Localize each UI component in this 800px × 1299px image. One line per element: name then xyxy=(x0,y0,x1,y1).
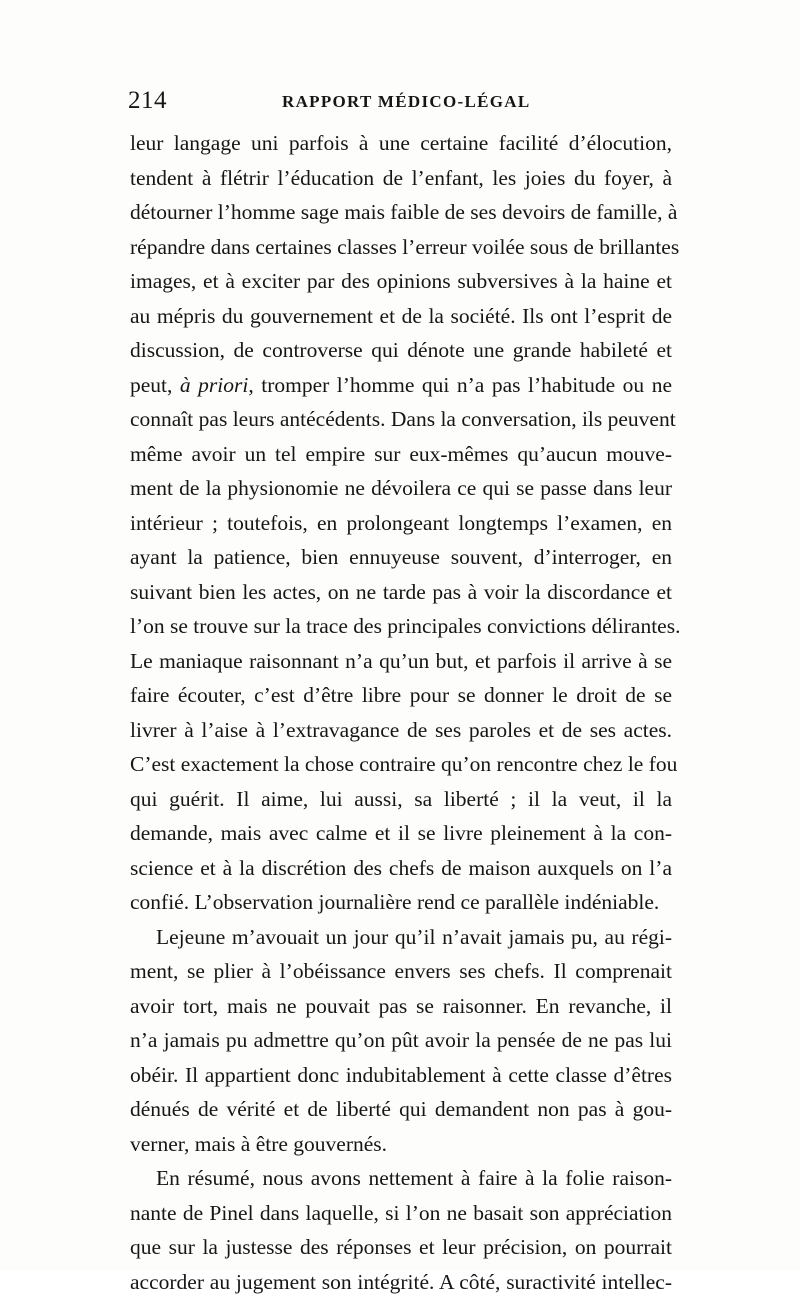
text-line: leur langage uni parfois à une certaine facilité d’élocution, xyxy=(130,126,672,161)
paragraph-3 xyxy=(130,1161,672,1299)
text-line: au mépris du gouvernement et de la société. Ils ont l’esprit de xyxy=(130,299,672,334)
text-line: faire écouter, c’est d’être libre pour se donner le droit de se xyxy=(130,678,672,713)
page-number: 214 xyxy=(128,86,167,116)
text-line: Le maniaque raisonnant n’a qu’un but, et parfois il arrive à se xyxy=(130,644,672,679)
text-line: verner, mais à être gouvernés. xyxy=(130,1127,672,1162)
text-line: répandre dans certaines classes l’erreur voilée sous de brillantes xyxy=(130,230,672,265)
text-line: qui guérit. Il aime, lui aussi, sa liberté ; il la veut, il la xyxy=(130,782,672,817)
text-line: demande, mais avec calme et il se livre pleinement à la con- xyxy=(130,816,672,851)
body-text xyxy=(130,126,672,1299)
running-title: RAPPORT MÉDICO-LÉGAL xyxy=(282,88,530,116)
text-line: obéir. Il appartient donc indubitablement à cette classe d’êtres xyxy=(130,1058,672,1093)
paragraph-1 xyxy=(130,126,672,920)
text-line: Lejeune m’avouait un jour qu’il n’avait jamais pu, au régi- xyxy=(130,920,672,955)
text-line: connaît pas leurs antécédents. Dans la conversation, ils peuvent xyxy=(130,402,672,437)
text-line: science et à la discrétion des chefs de maison auxquels on l’a xyxy=(130,851,672,886)
text-line: suivant bien les actes, on ne tarde pas à voir la discordance et xyxy=(130,575,672,610)
text-line: même avoir un tel empire sur eux-mêmes qu’aucun mouve- xyxy=(130,437,672,472)
text-line: n’a jamais pu admettre qu’on pût avoir la pensée de ne pas lui xyxy=(130,1023,672,1058)
text-line: ment, se plier à l’obéissance envers ses chefs. Il comprenait xyxy=(130,954,672,989)
text-line: tendent à flétrir l’éducation de l’enfant, les joies du foyer, à xyxy=(130,161,672,196)
text-line: En résumé, nous avons nettement à faire à la folie raison- xyxy=(130,1161,672,1196)
text-line: nante de Pinel dans laquelle, si l’on ne basait son appréciation xyxy=(130,1196,672,1231)
text-line: images, et à exciter par des opinions subversives à la haine et xyxy=(130,264,672,299)
text-line: peut, à priori, tromper l’homme qui n’a pas l’habitude ou ne xyxy=(130,368,672,403)
text-line: détourner l’homme sage mais faible de ses devoirs de famille, à xyxy=(130,195,672,230)
running-head xyxy=(128,86,672,116)
text-line: que sur la justesse des réponses et leur précision, on pourrait xyxy=(130,1230,672,1265)
text-line: ayant la patience, bien ennuyeuse souvent, d’interroger, en xyxy=(130,540,672,575)
text-line: intérieur ; toutefois, en prolongeant longtemps l’examen, en xyxy=(130,506,672,541)
text-line: dénués de vérité et de liberté qui demandent non pas à gou- xyxy=(130,1092,672,1127)
paragraph-2 xyxy=(130,920,672,1162)
italic-phrase: à priori xyxy=(180,373,248,397)
text-line: ment de la physionomie ne dévoilera ce qui se passe dans leur xyxy=(130,471,672,506)
text-line: l’on se trouve sur la trace des principales convictions délirantes. xyxy=(130,609,672,644)
text-line: discussion, de controverse qui dénote une grande habileté et xyxy=(130,333,672,368)
text-line: C’est exactement la chose contraire qu’on rencontre chez le fou xyxy=(130,747,672,782)
text-line: livrer à l’aise à l’extravagance de ses paroles et de ses actes. xyxy=(130,713,672,748)
text-line: avoir tort, mais ne pouvait pas se raisonner. En revanche, il xyxy=(130,989,672,1024)
text-line: confié. L’observation journalière rend ce parallèle indéniable. xyxy=(130,885,672,920)
text-line: accorder au jugement son intégrité. A côté, suractivité intellec- xyxy=(130,1265,672,1299)
